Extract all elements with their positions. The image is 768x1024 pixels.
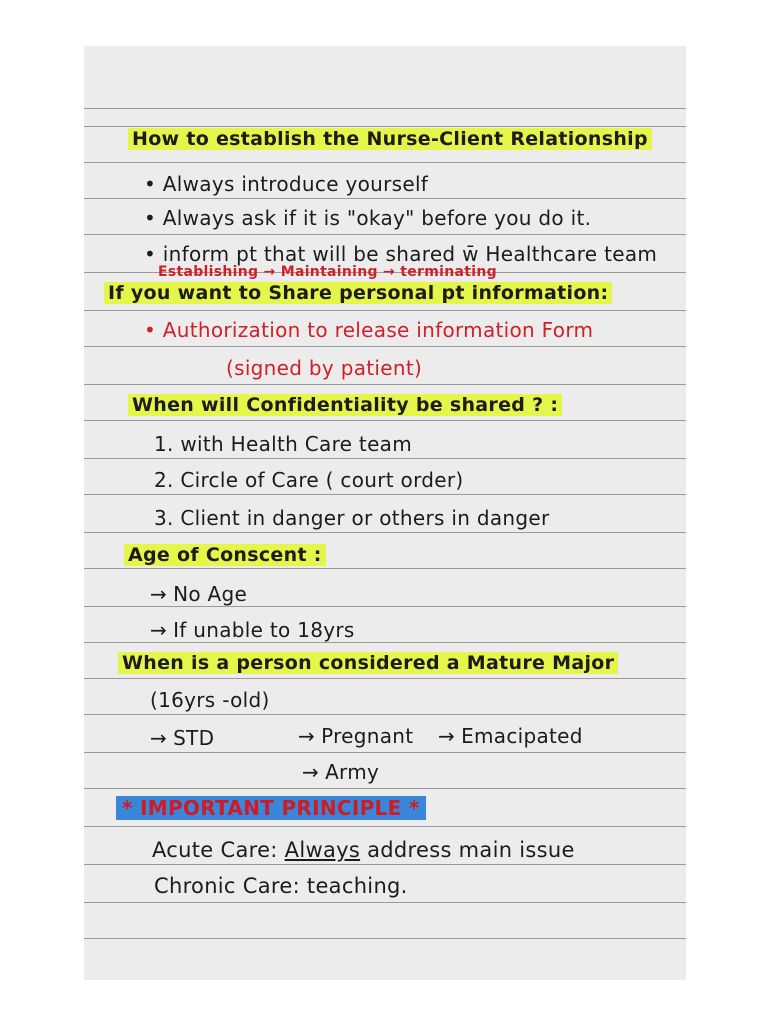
ruled-line	[84, 642, 686, 643]
section2-bullet1: • Authorization to release information Form	[144, 318, 594, 342]
acute-rest: address main issue	[367, 838, 575, 862]
arrow-icon: →	[150, 726, 168, 750]
section2-note: (signed by patient)	[226, 356, 423, 380]
bullet1-text: Always introduce yourself	[162, 172, 429, 196]
ruled-line	[84, 346, 686, 347]
section3-item1: 1. with Health Care team	[154, 432, 413, 456]
ruled-line	[84, 458, 686, 459]
ruled-line	[84, 606, 686, 607]
acute-always: Always	[284, 838, 361, 862]
section2-title	[104, 282, 612, 304]
section5-title	[118, 652, 618, 674]
section3-title	[128, 394, 562, 416]
ruled-line	[84, 108, 686, 109]
mature-std	[150, 726, 214, 750]
ruled-line	[84, 902, 686, 903]
ruled-line	[84, 826, 686, 827]
ruled-line	[84, 234, 686, 235]
section4-title	[124, 544, 326, 566]
section3-item2: 2. Circle of Care ( court order)	[154, 468, 464, 492]
ruled-line	[84, 752, 686, 753]
army-text: Army	[325, 760, 380, 784]
section4-item1	[150, 582, 247, 606]
ruled-line	[84, 310, 686, 311]
acute-care	[152, 838, 575, 862]
section1-title	[128, 128, 652, 150]
section1-bullet2: • Always ask if it is "okay" before you do it.	[144, 206, 592, 230]
ruled-line	[84, 938, 686, 939]
ruled-line	[84, 568, 686, 569]
emancipated-text: Emacipated	[461, 724, 583, 748]
section1-bullet1: • Always introduce yourself	[144, 172, 429, 196]
pregnant-text: Pregnant	[321, 724, 414, 748]
arrow-icon: →	[150, 582, 168, 606]
mature-pregnant	[298, 724, 413, 748]
bullet3-text: inform pt that will be shared w̄ Healthcare team	[162, 242, 658, 266]
std-text: STD	[173, 726, 215, 750]
ruled-line	[84, 714, 686, 715]
mature-army	[302, 760, 379, 784]
relationship-stages: Establishing → Maintaining → terminating	[158, 264, 497, 280]
acute-label: Acute Care:	[152, 838, 278, 862]
arrow-icon: →	[150, 618, 168, 642]
section3-title-text: When will Confidentiality be shared ? :	[128, 394, 562, 416]
ruled-line	[84, 384, 686, 385]
section2-title-text: If you want to Share personal pt information:	[104, 282, 612, 304]
section1-bullet3: • inform pt that will be shared w̄ Healthcare team	[144, 242, 658, 266]
unable-text: If unable to 18yrs	[173, 618, 355, 642]
section4-item2	[150, 618, 355, 642]
authorization-text: Authorization to release information Form	[162, 318, 594, 342]
arrow-icon: →	[298, 724, 316, 748]
section6-title	[116, 796, 426, 820]
ruled-line	[84, 420, 686, 421]
mature-age: (16yrs -old)	[150, 688, 270, 712]
bullet2-text: Always ask if it is "okay" before you do it.	[162, 206, 592, 230]
ruled-line	[84, 198, 686, 199]
ruled-line	[84, 494, 686, 495]
ruled-line	[84, 788, 686, 789]
section1-title-text: How to establish the Nurse-Client Relationship	[128, 128, 652, 150]
ruled-line	[84, 864, 686, 865]
ruled-line	[84, 126, 686, 127]
notebook-page	[84, 46, 686, 980]
ruled-line	[84, 532, 686, 533]
important-principle-text: * IMPORTANT PRINCIPLE *	[116, 796, 426, 820]
arrow-icon: →	[438, 724, 456, 748]
section5-title-text: When is a person considered a Mature Major	[118, 652, 618, 674]
mature-emancipated	[438, 724, 583, 748]
ruled-line	[84, 678, 686, 679]
chronic-care: Chronic Care: teaching.	[154, 874, 408, 898]
arrow-icon: →	[302, 760, 320, 784]
no-age-text: No Age	[173, 582, 248, 606]
section4-title-text: Age of Conscent :	[124, 544, 326, 566]
section3-item3: 3. Client in danger or others in danger	[154, 506, 550, 530]
ruled-line	[84, 162, 686, 163]
